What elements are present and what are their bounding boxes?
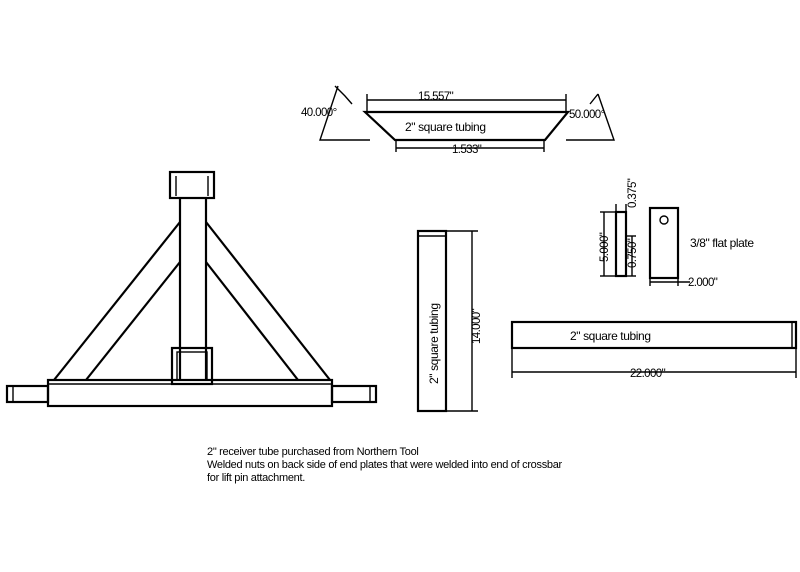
plate-height: 5.000" <box>599 232 611 262</box>
crossbar-material-label: 2" square tubing <box>570 329 651 343</box>
crossbar-part <box>512 322 796 380</box>
plate-thickness: 0.375" <box>627 178 639 208</box>
upright-length: 14.000" <box>471 308 483 344</box>
plate-front-view <box>650 208 678 278</box>
plate-material-label: 3/8" flat plate <box>690 236 754 250</box>
crossbar-tube <box>512 322 796 348</box>
plate-width: 2.000" <box>688 277 718 289</box>
brace-angle-left: 40.000° <box>301 107 337 119</box>
plate-pin-hole <box>660 216 668 224</box>
notes-block <box>207 446 562 485</box>
plate-part <box>599 178 754 289</box>
brace-length-short: 1.533" <box>452 144 482 156</box>
upright-material-label: 2" square tubing <box>427 303 441 384</box>
note-line: Welded nuts on back side of end plates that were welded into end of crossbar <box>207 459 562 471</box>
plate-side-view <box>616 212 626 276</box>
brace-part <box>301 86 614 156</box>
brace-angle-right: 50.000° <box>569 109 605 121</box>
hitch-frame <box>7 172 376 406</box>
crossbar-length: 22.000" <box>630 368 666 380</box>
plate-hole-offset: 0.750" <box>627 238 639 268</box>
upright-part <box>418 231 483 411</box>
brace-length-long: 15.557" <box>418 91 454 103</box>
note-line: for lift pin attachment. <box>207 472 305 484</box>
brace-material-label: 2" square tubing <box>405 120 486 134</box>
note-line: 2" receiver tube purchased from Northern Tool <box>207 446 419 458</box>
